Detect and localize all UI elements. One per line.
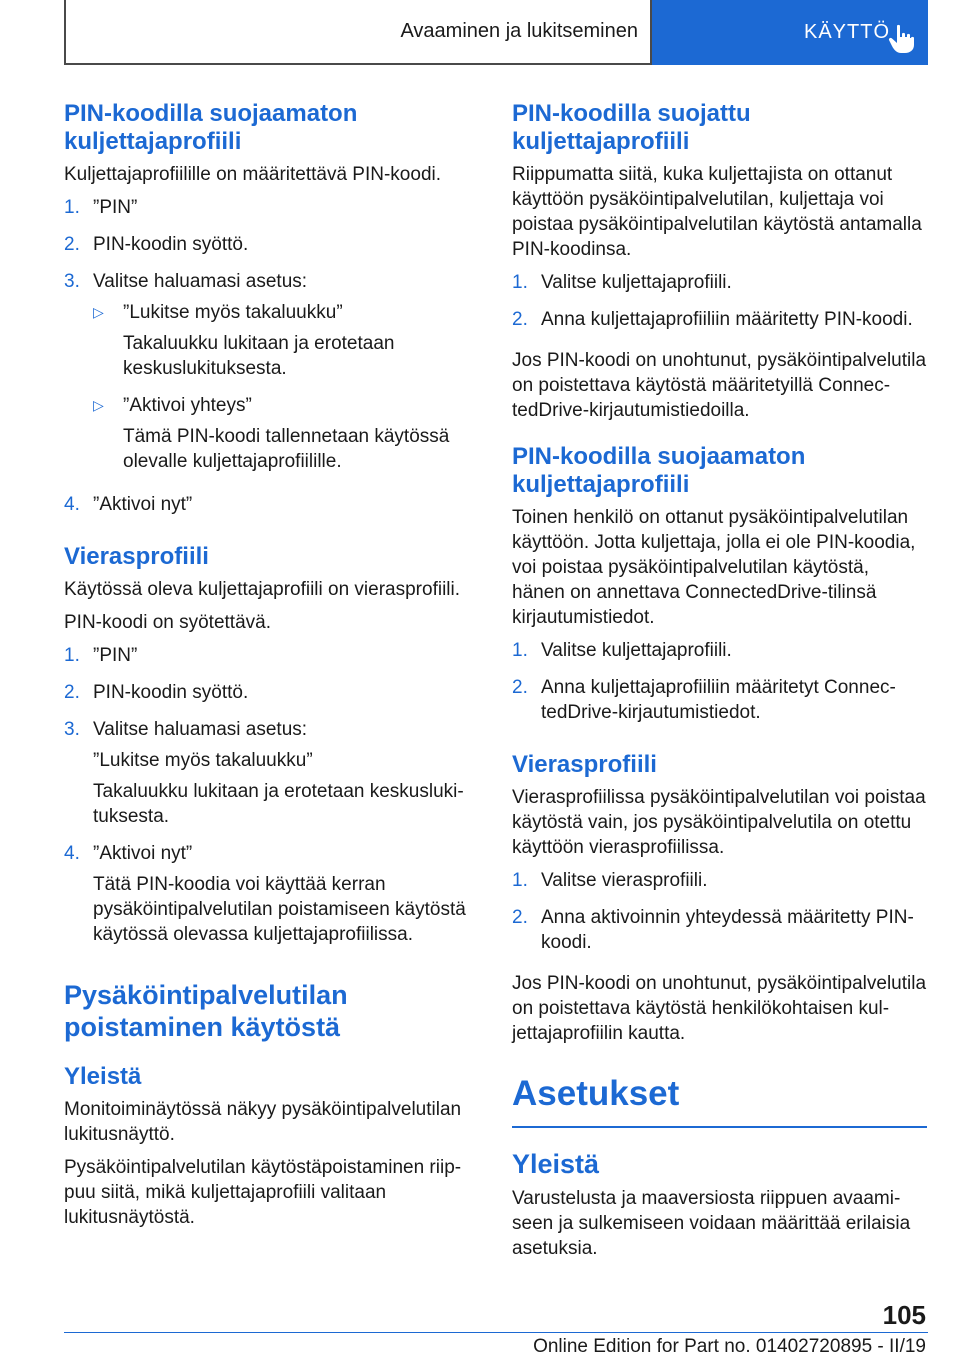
step-text: Valitse kuljettajaprofiili. (541, 640, 732, 661)
list-item (64, 680, 479, 711)
step-number: 1. (512, 870, 528, 891)
list-item (64, 269, 479, 486)
list-item (64, 195, 479, 226)
heading-guest-profile: Vierasprofiili (64, 543, 209, 570)
list-item (512, 638, 927, 669)
paragraph: Varustelusta ja maaversiosta riippuen avaamiseen ja sulkemiseen voidaan määrittää erilaisia asetuksia. (512, 1188, 911, 1259)
option-title: ”Lukitse myös takaluukku” (123, 302, 343, 323)
paragraph: PIN-koodi on syötettävä. (64, 612, 271, 633)
heading-unprotected-profile: PIN-koodilla suojaamaton kuljettajaprofiili (64, 100, 358, 155)
step-text: PIN-koodin syöttö. (93, 234, 249, 255)
step-text: ”PIN” (93, 645, 138, 666)
list-item (64, 717, 479, 835)
paragraph: Toinen henkilö on ottanut pysäköintipalvelutilan käyttöön. Jotta kuljettaja, jolla ei ole PIN-koodia, voi poistaa pysäköintipalvelutilan käytöstä, hänen on annettava ConnectedDrive-tilinsä kirjautumistiedot. (512, 507, 916, 628)
step-number: 4. (64, 843, 80, 864)
step-detail: ”Lukitse myös takaluukku” (93, 750, 313, 771)
heading-disable-valet: Pysäköintipalvelutilan poistaminen käytöstä (64, 980, 348, 1042)
step-number: 1. (512, 272, 528, 293)
list-item (64, 232, 479, 263)
paragraph: Monitoiminäytössä näkyy pysäköintipalvelutilan lukitusnäyttö. (64, 1099, 462, 1145)
step-number: 2. (512, 907, 528, 928)
heading-settings: Asetukset (512, 1072, 927, 1128)
list-item (512, 675, 927, 731)
step-text: Valitse haluamasi asetus: (93, 271, 308, 292)
step-number: 2. (512, 309, 528, 330)
right-column (512, 100, 927, 1269)
step-number: 2. (512, 677, 528, 698)
step-text: Anna aktivoinnin yhteydessä määritetty PIN-koodi. (541, 907, 914, 953)
triangle-bullet-icon: ▷ (93, 397, 104, 413)
hand-pointer-icon (888, 24, 916, 54)
step-text: ”Aktivoi nyt” (93, 494, 193, 515)
edition-note: Online Edition for Part no. 01402720895 - II/19 (533, 1336, 926, 1357)
step-list (64, 643, 479, 953)
paragraph: Jos PIN-koodi on unohtunut, pysäköintipalvelutila on poistettava käytöstä määritetyillä ConnectedDrive-kirjautumistiedoilla. (512, 350, 927, 421)
list-item (64, 643, 479, 674)
section-title: Avaaminen ja lukitseminen (64, 0, 652, 65)
option-title: ”Aktivoi yhteys” (123, 395, 252, 416)
step-text: Valitse vierasprofiili. (541, 870, 708, 891)
chapter-title: KÄYTTÖ (803, 21, 890, 43)
page-header (64, 0, 928, 65)
step-text: Anna kuljettajaprofiiliin määritetty PIN-koodi. (541, 309, 913, 330)
heading-general: Yleistä (64, 1063, 142, 1090)
step-list (512, 638, 927, 731)
step-detail: Tätä PIN-koodia voi käyttää kerran pysäköintipalvelutilan poistamiseen käytöstä käytössä olevassa kuljettajaprofiilissa. (93, 874, 466, 945)
step-number: 1. (64, 197, 80, 218)
heading-guest-profile: Vierasprofiili (512, 751, 657, 778)
step-text: ”Aktivoi nyt” (93, 843, 193, 864)
heading-unprotected-profile: PIN-koodilla suojaamaton kuljettajaprofiili (512, 443, 806, 498)
step-text: Anna kuljettajaprofiiliin määritetyt ConnectedDrive-kirjautumistiedot. (541, 677, 896, 723)
paragraph: Käytössä oleva kuljettajaprofiili on vierasprofiili. (64, 579, 461, 600)
list-item (64, 492, 479, 523)
step-detail: Takaluukku lukitaan ja erotetaan keskuslukituksesta. (93, 781, 464, 827)
step-text: Valitse kuljettajaprofiili. (541, 272, 732, 293)
step-text: Valitse haluamasi asetus: (93, 719, 308, 740)
step-number: 4. (64, 494, 80, 515)
paragraph: Kuljettajaprofiilille on määritettävä PIN-koodi. (64, 164, 442, 185)
list-item (64, 841, 479, 953)
step-text: PIN-koodin syöttö. (93, 682, 249, 703)
option-description: Takaluukku lukitaan ja erotetaan keskuslukituksesta. (123, 333, 395, 379)
step-list (64, 195, 479, 523)
option-item (93, 393, 479, 480)
list-item (512, 868, 927, 899)
list-item (512, 307, 927, 338)
step-list (512, 270, 927, 338)
chapter-tab (652, 0, 928, 65)
step-text: ”PIN” (93, 197, 138, 218)
step-number: 2. (64, 234, 80, 255)
heading-general: Yleistä (512, 1149, 600, 1179)
footer-divider (64, 1332, 928, 1333)
page-number: 105 (882, 1300, 926, 1330)
step-number: 1. (512, 640, 528, 661)
paragraph: Jos PIN-koodi on unohtunut, pysäköintipalvelutila on poistettava käytöstä henkilökohtaisen kuljettajaprofiilin kautta. (512, 973, 927, 1044)
step-number: 3. (64, 271, 80, 292)
step-number: 3. (64, 719, 80, 740)
option-description: Tämä PIN-koodi tallennetaan käytössä olevalle kuljettajaprofiilille. (123, 426, 450, 472)
triangle-bullet-icon: ▷ (93, 304, 104, 320)
heading-protected-profile: PIN-koodilla suojattu kuljettajaprofiili (512, 100, 751, 155)
step-number: 2. (64, 682, 80, 703)
paragraph: Riippumatta siitä, kuka kuljettajista on ottanut käyttöön pysäköintipalvelutilan, kuljettaja voi poistaa pysäköintipalvelutilan käytöstä antamalla PIN-koodinsa. (512, 164, 922, 260)
paragraph: Pysäköintipalvelutilan käytöstäpoistaminen riippuu siitä, mikä kuljettajaprofiili valitaan lukitusnäytöstä. (64, 1157, 462, 1228)
list-item (512, 270, 927, 301)
step-list (512, 868, 927, 961)
paragraph: Vierasprofiilissa pysäköintipalvelutilan voi poistaa käytöstä vain, jos pysäköintipalvelutila on otettu käyttöön vierasprofiilissa. (512, 787, 926, 858)
step-number: 1. (64, 645, 80, 666)
option-item (93, 300, 479, 387)
left-column (64, 100, 479, 1238)
list-item (512, 905, 927, 961)
